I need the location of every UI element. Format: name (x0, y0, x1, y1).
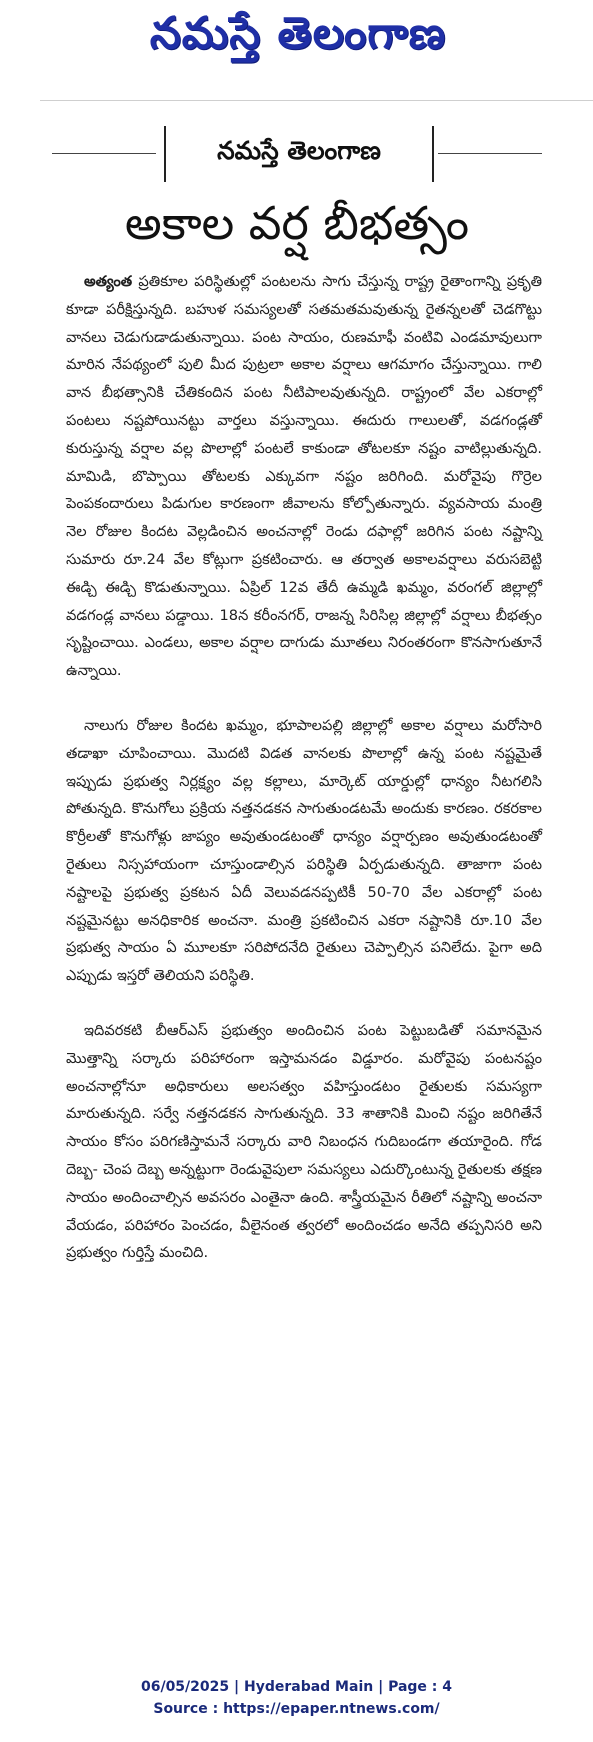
kicker-rule-right (438, 153, 542, 154)
article-headline: అకాల వర్ష బీభత్సం (124, 196, 470, 250)
source-link[interactable]: Source : https://epaper.ntnews.com/ (153, 1701, 440, 1717)
section-kicker (52, 126, 542, 186)
paragraph-1-text: ప్రతికూల పరిస్థితుల్లో పంటలను సాగు చేస్తున్న రాష్ట్ర రైతాంగాన్ని ప్రకృతి కూడా పరీక్షిస్తున్నది. బహుళ సమస్యలతో సతమతమవుతున్న రైతన్నలతో చెడగొట్టు వానలు చెడుగుడాడుతున్నాయి. పంట సాయం, రుణమాఫీ వంటివి ఎండమావులుగా మారిన నేపథ్యంలో పులి మీద పుట్రలా అకాల వర్షాలు ఆగమాగం చేస్తున్నాయి. గాలి వాన బీభత్సానికి చేతికందిన పంట నీటిపాలవుతున్నది. రాష్ట్రంలో వేల ఎకరాల్లో పంటలు నష్టపోయినట్టు వార్తలు వస్తున్నాయి. ఈదురు గాలులతో, వడగండ్లతో కురుస్తున్న వర్షాల వల్ల పొలాల్లో పంటలే కాకుండా తోటలకూ నష్టం వాటిల్లుతున్నది. మామిడి, బొప్పాయి తోటలకు ఎక్కువగా నష్టం జరిగింది. మరోవైపు గొర్రెల పెంపకందారులు పిడుగుల కారణంగా జీవాలను కోల్పోతున్నారు. వ్యవసాయ మంత్రి నెల రోజుల కిందట వెల్లడించిన అంచనాల్లో రెండు దఫాల్లో జరిగిన పంట నష్టాన్ని సుమారు రూ.24 వేల కోట్లుగా ప్రకటించారు. ఆ తర్వాత అకాలవర్షాలు వరుసబెట్టి ఈడ్చి ఈడ్చి కొడుతున్నాయి. ఏప్రిల్ 12వ తేదీ ఉమ్మడి ఖమ్మం, వరంగల్ జిల్లాల్లో వడగండ్ల వానలు పడ్డాయి. 18న కరీంనగర్, రాజన్న సిరిసిల్ల జిల్లాల్లో వర్షాలు బీభత్సం సృష్టించాయి. ఎండలు, అకాల వర్షాల దాగుడు మూతలు నిరంతరంగా కొనసాగుతూనే ఉన్నాయి. (66, 273, 543, 680)
masthead (0, 0, 593, 92)
article-paragraph-2: నాలుగు రోజుల కిందట ఖమ్మం, భూపాలపల్లి జిల్లాల్లో అకాల వర్షాలు మరోసారి తడాఖా చూపించాయి. మొదటి విడత వానలకు పొలాల్లో ఉన్న పంట నష్టమైతే ఇప్పుడు ప్రభుత్వ నిర్లక్ష్యం వల్ల కల్లాలు, మార్కెట్ యార్డుల్లో ధాన్యం నీటగలిసి పోతున్నది. కొనుగోలు ప్రక్రియ నత్తనడకన సాగుతుండటమే అందుకు కారణం. రకరకాల కొర్రీలతో కొనుగోళ్లు జాప్యం అవుతుండటంతో ధాన్యం వర్షార్పణం అవుతుండటంతో రైతులు నిస్సహాయంగా చూస్తుండాల్సిన పరిస్థితి ఏర్పడుతున్నది. తాజాగా పంట నష్టాలపై ప్రభుత్వ ప్రకటన ఏదీ వెలువడనప్పటికీ 50-70 వేల ఎకరాల్లో పంట నష్టమైనట్టు అనధికారిక అంచనా. మంత్రి ప్రకటించిన ఎకరా నష్టానికి రూ.10 వేల ప్రభుత్వ సాయం ఏ మూలకూ సరిపోదనేది రైతులు చెప్పాల్సిన పనిలేదు. పైగా అది ఎప్పుడు ఇస్తరో తెలియని పరిస్థితి. (66, 716, 542, 985)
edition-info: 06/05/2025 | Hyderabad Main | Page : 4 (140, 1679, 453, 1695)
masthead-divider (40, 100, 593, 101)
page-footer (0, 1676, 593, 1732)
kicker-label: నమస్తే తెలంగాణ (217, 136, 381, 165)
newspaper-logo: నమస్తే తెలంగాణ (149, 8, 447, 59)
article-body (66, 268, 542, 1267)
kicker-rule-left (52, 153, 156, 154)
article-paragraph-1 (66, 268, 542, 685)
lead-word: అత్యంత (84, 273, 133, 290)
kicker-box (164, 126, 434, 182)
article-paragraph-3: ఇదివరకటి బీఆర్ఎస్ ప్రభుత్వం అందించిన పంట పెట్టుబడితో సమానమైన మొత్తాన్ని సర్కారు పరిహారంగా ఇస్తామనడం విడ్డూరం. మరోవైపు పంటనష్టం అంచనాల్లోనూ అధికారులు అలసత్వం వహిస్తుండటం రైతులకు సమస్యగా మారుతున్నది. సర్వే నత్తనడకన సాగుతున్నది. 33 శాతానికి మించి నష్టం జరిగితేనే సాయం కోసం పరిగణిస్తామనే సర్కారు వారి నిబంధన గుదిబండగా తయారైంది. గోడ దెబ్బ- చెంప దెబ్బ అన్నట్టుగా రెండువైపులా సమస్యలు ఎదుర్కొంటున్న రైతులకు తక్షణ సాయం అందించాల్సిన అవసరం ఎంతైనా ఉంది. శాస్త్రీయమైన రీతిలో నష్టాన్ని అంచనా వేయడం, పరిహారం పెంచడం, వీలైనంత త్వరలో అందించడం అనేది తప్పనిసరి అని ప్రభుత్వం గుర్తిస్తే మంచిది. (66, 1021, 542, 1262)
